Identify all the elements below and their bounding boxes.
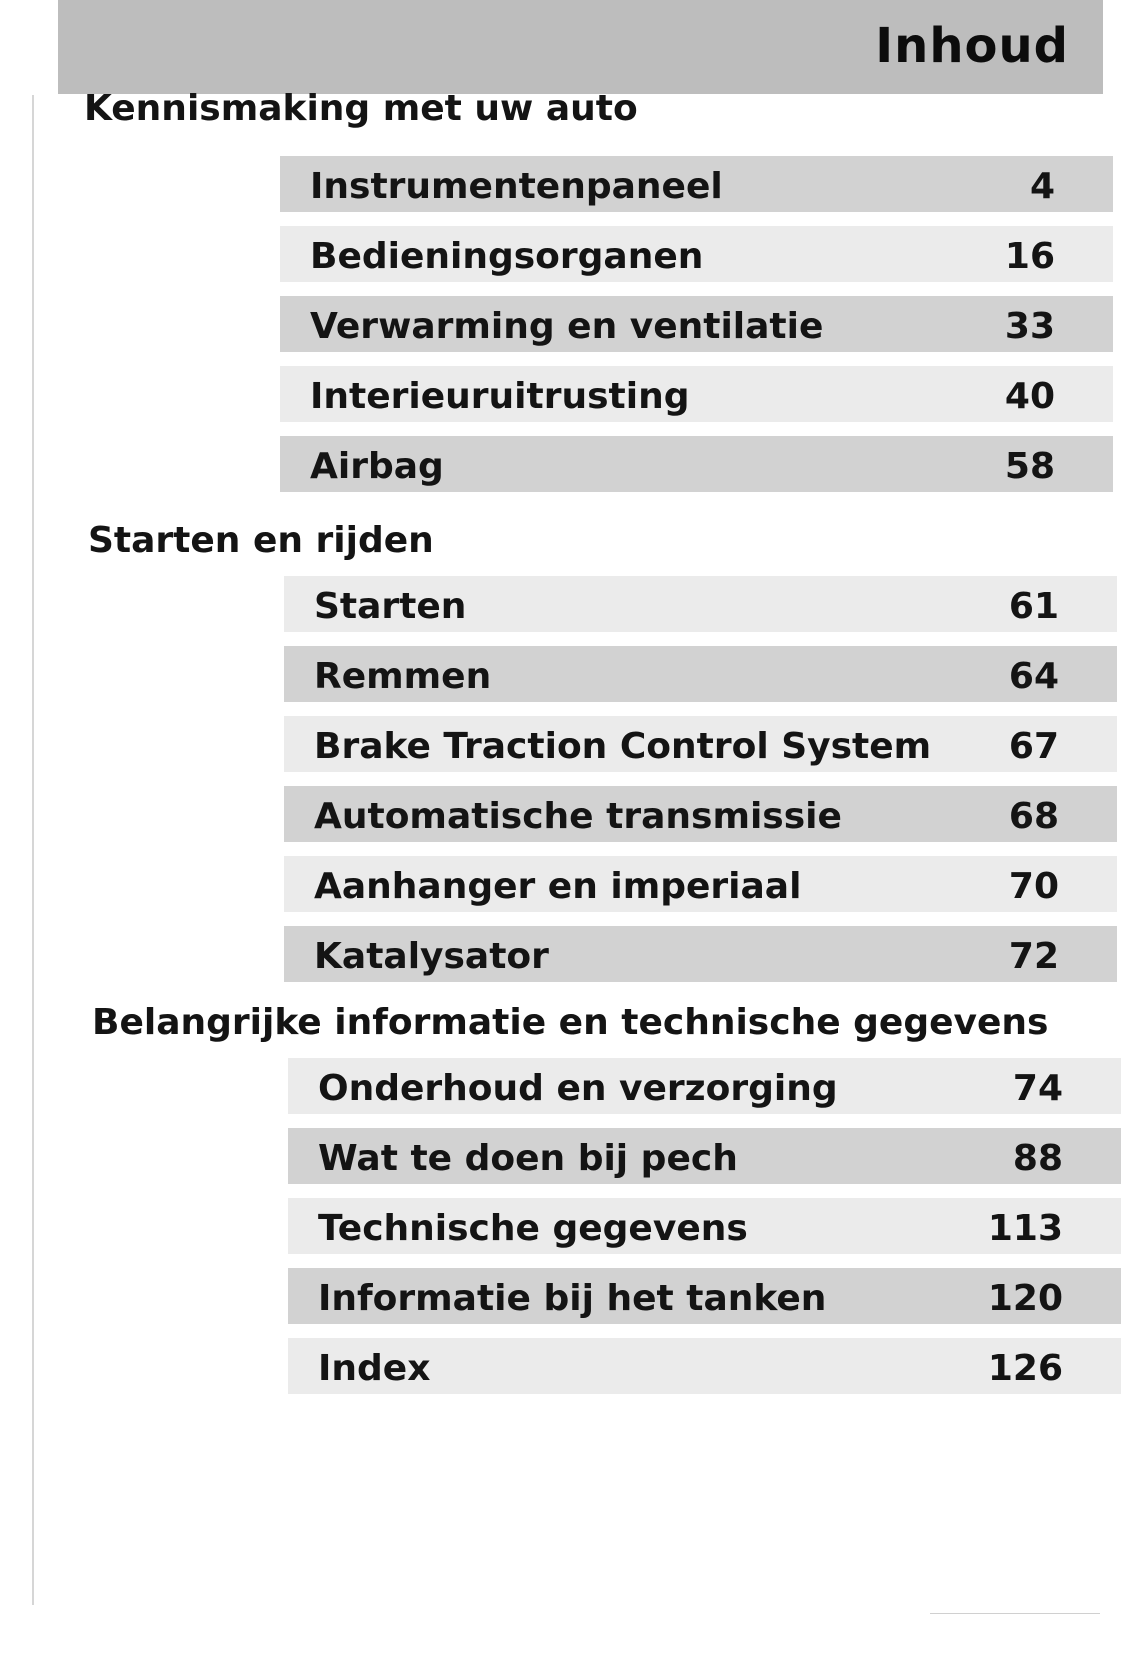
toc-item-aanhanger-en-imperiaal[interactable] — [284, 856, 1117, 912]
toc-item-label: Bedieningsorganen — [310, 235, 704, 277]
toc-item-remmen[interactable] — [284, 646, 1117, 702]
toc-item-page-number: 113 — [987, 1207, 1063, 1249]
toc-item-label: Index — [318, 1347, 431, 1389]
toc-item-label: Wat te doen bij pech — [318, 1137, 738, 1179]
toc-list-kennismaking — [280, 156, 1113, 506]
toc-item-wat-te-doen-bij-pech[interactable] — [288, 1128, 1121, 1184]
toc-item-bedieningsorganen[interactable] — [280, 226, 1113, 282]
toc-item-page-number: 70 — [1008, 865, 1059, 907]
page-margin-line — [32, 95, 34, 1605]
toc-item-katalysator[interactable] — [284, 926, 1117, 982]
header-bar — [58, 0, 1103, 94]
toc-item-interieuruitrusting[interactable] — [280, 366, 1113, 422]
toc-item-page-number: 61 — [1008, 585, 1059, 627]
toc-item-page-number: 67 — [1008, 725, 1059, 767]
toc-item-page-number: 120 — [987, 1277, 1063, 1319]
toc-item-page-number: 88 — [1012, 1137, 1063, 1179]
toc-item-label: Katalysator — [314, 935, 549, 977]
section-heading-kennismaking: Kennismaking met uw auto — [84, 88, 638, 129]
toc-item-label: Brake Traction Control System — [314, 725, 932, 767]
toc-item-label: Automatische transmissie — [314, 795, 842, 837]
page-title: Inhoud — [875, 18, 1069, 74]
section-heading-starten-en-rijden: Starten en rijden — [88, 520, 434, 561]
toc-item-starten[interactable] — [284, 576, 1117, 632]
toc-item-technische-gegevens[interactable] — [288, 1198, 1121, 1254]
toc-item-label: Instrumentenpaneel — [310, 165, 723, 207]
toc-list-starten-en-rijden — [284, 576, 1117, 996]
toc-item-page-number: 4 — [1029, 165, 1055, 207]
toc-item-automatische-transmissie[interactable] — [284, 786, 1117, 842]
toc-list-belangrijke-informatie — [288, 1058, 1121, 1408]
section-heading-belangrijke-informatie: Belangrijke informatie en technische gegevens — [92, 1002, 1049, 1043]
toc-item-index[interactable] — [288, 1338, 1121, 1394]
toc-item-label: Interieuruitrusting — [310, 375, 690, 417]
toc-item-brake-traction-control-system[interactable] — [284, 716, 1117, 772]
toc-item-label: Informatie bij het tanken — [318, 1277, 827, 1319]
toc-item-page-number: 126 — [987, 1347, 1063, 1389]
toc-item-page-number: 64 — [1008, 655, 1059, 697]
toc-item-airbag[interactable] — [280, 436, 1113, 492]
toc-item-page-number: 72 — [1008, 935, 1059, 977]
toc-item-label: Remmen — [314, 655, 492, 697]
bottom-rule — [930, 1613, 1100, 1614]
toc-item-page-number: 74 — [1012, 1067, 1063, 1109]
toc-item-page-number: 68 — [1008, 795, 1059, 837]
toc-item-label: Aanhanger en imperiaal — [314, 865, 802, 907]
toc-item-page-number: 16 — [1004, 235, 1055, 277]
toc-item-onderhoud-en-verzorging[interactable] — [288, 1058, 1121, 1114]
toc-item-label: Starten — [314, 585, 467, 627]
toc-item-page-number: 40 — [1004, 375, 1055, 417]
toc-item-verwarming-en-ventilatie[interactable] — [280, 296, 1113, 352]
toc-item-instrumentenpaneel[interactable] — [280, 156, 1113, 212]
toc-item-label: Technische gegevens — [318, 1207, 748, 1249]
toc-item-label: Verwarming en ventilatie — [310, 305, 824, 347]
toc-item-informatie-bij-het-tanken[interactable] — [288, 1268, 1121, 1324]
toc-item-page-number: 58 — [1004, 445, 1055, 487]
toc-item-page-number: 33 — [1004, 305, 1055, 347]
toc-item-label: Onderhoud en verzorging — [318, 1067, 838, 1109]
toc-item-label: Airbag — [310, 445, 444, 487]
